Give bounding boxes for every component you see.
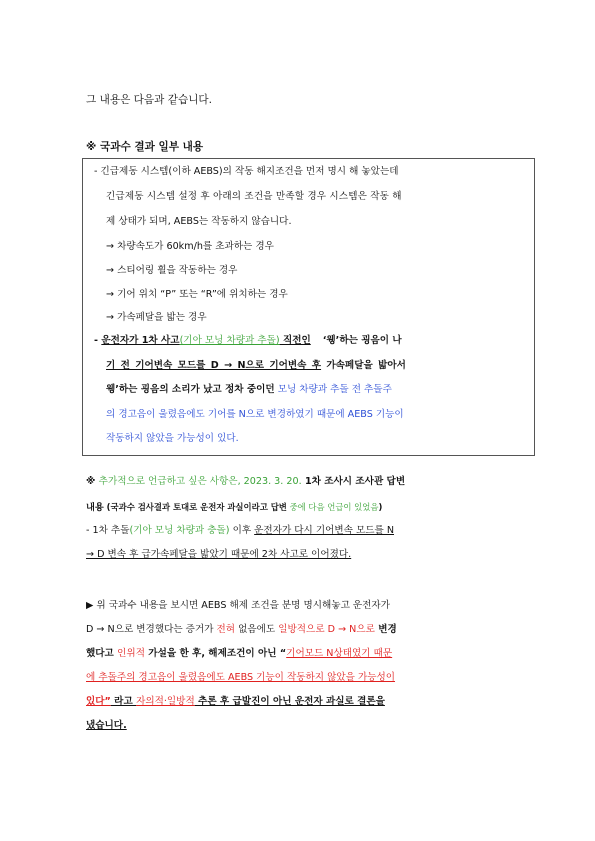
box-paragraph-2-line-1: - 운전자가 1차 사고(기아 모닝 차량과 추돌) 직전인 ‘웽’하는 굉음이 나 [94, 335, 402, 346]
additional-line-3: - 1차 추돌(기아 모닝 차량과 충돌) 이후 운전자가 다시 기어변속 모드를 N [86, 525, 395, 536]
box-paragraph-2-line-4: 의 경고음이 울렸음에도 기어를 N으로 변경하였기 때문에 AEBS 기능이 [106, 409, 404, 420]
additional-line-1: ※ 추가적으로 언급하고 싶은 사항은, 2023. 3. 20. 1차 조사시 조사관 답변 [86, 476, 406, 487]
box-paragraph-2-line-3: 웽’하는 굉음의 소리가 났고 정차 중이던 모닝 차량과 추돌 전 추돌주 [106, 384, 392, 395]
box-paragraph-2-line-5: 작동하지 않았을 가능성이 있다. [106, 433, 239, 444]
box-bullet: → 스티어링 휠을 작동하는 경우 [106, 265, 238, 276]
box-paragraph-1-line-3: 제 상태가 되며, AEBS는 작동하지 않습니다. [106, 216, 292, 227]
conclusion-line-4: 에 추돌주의 경고음이 울렸음에도 AEBS 기능이 작동하지 않았을 가능성이 [86, 672, 396, 683]
conclusion-line-3: 했다고 인위적 가설을 한 후, 해제조건이 아닌 “기어모드 N상태였기 때문 [86, 648, 393, 659]
box-bullet: → 기어 위치 “P” 또는 “R”에 위치하는 경우 [106, 289, 288, 300]
additional-line-4: → D 변속 후 급가속페달을 밟았기 때문에 2차 사고로 이어졌다. [86, 549, 352, 560]
section-title: ※ 국과수 결과 일부 내용 [86, 141, 204, 153]
intro-text: 그 내용은 다음과 같습니다. [86, 94, 213, 106]
box-bullet: → 차량속도가 60km/h를 초과하는 경우 [106, 241, 274, 252]
conclusion-line-2: D → N으로 변경했다는 증거가 전혀 없음에도 일방적으로 D → N으로 변경 [86, 624, 397, 635]
conclusion-line-5: 있다” 라고 자의적·일방적 추론 후 급발진이 아닌 운전자 과실로 결론을 [86, 696, 385, 707]
box-paragraph-1-line-2: 긴급제동 시스템 설정 후 아래의 조건을 만족할 경우 시스템은 작동 해 [106, 191, 402, 202]
conclusion-line-1: ▶ 위 국과수 내용을 보시면 AEBS 해제 조건을 분명 명시해놓고 운전자가 [86, 600, 390, 611]
box-paragraph-2-line-2: 기 전 기어변속 모드를 D → N으로 기어변속 후 가속페달을 밟아서 [106, 360, 406, 371]
conclusion-line-6: 냈습니다. [86, 720, 127, 731]
box-paragraph-1-line-1: - 긴급제동 시스템(이하 AEBS)의 작동 해지조건을 먼저 명시 해 놓았는데 [94, 166, 399, 177]
box-bullet: → 가속페달을 밟는 경우 [106, 312, 207, 323]
additional-line-2: 내용 (국과수 검사결과 토대로 운전자 과실이라고 답변 중에 다음 언급이 있었음) [86, 502, 383, 513]
